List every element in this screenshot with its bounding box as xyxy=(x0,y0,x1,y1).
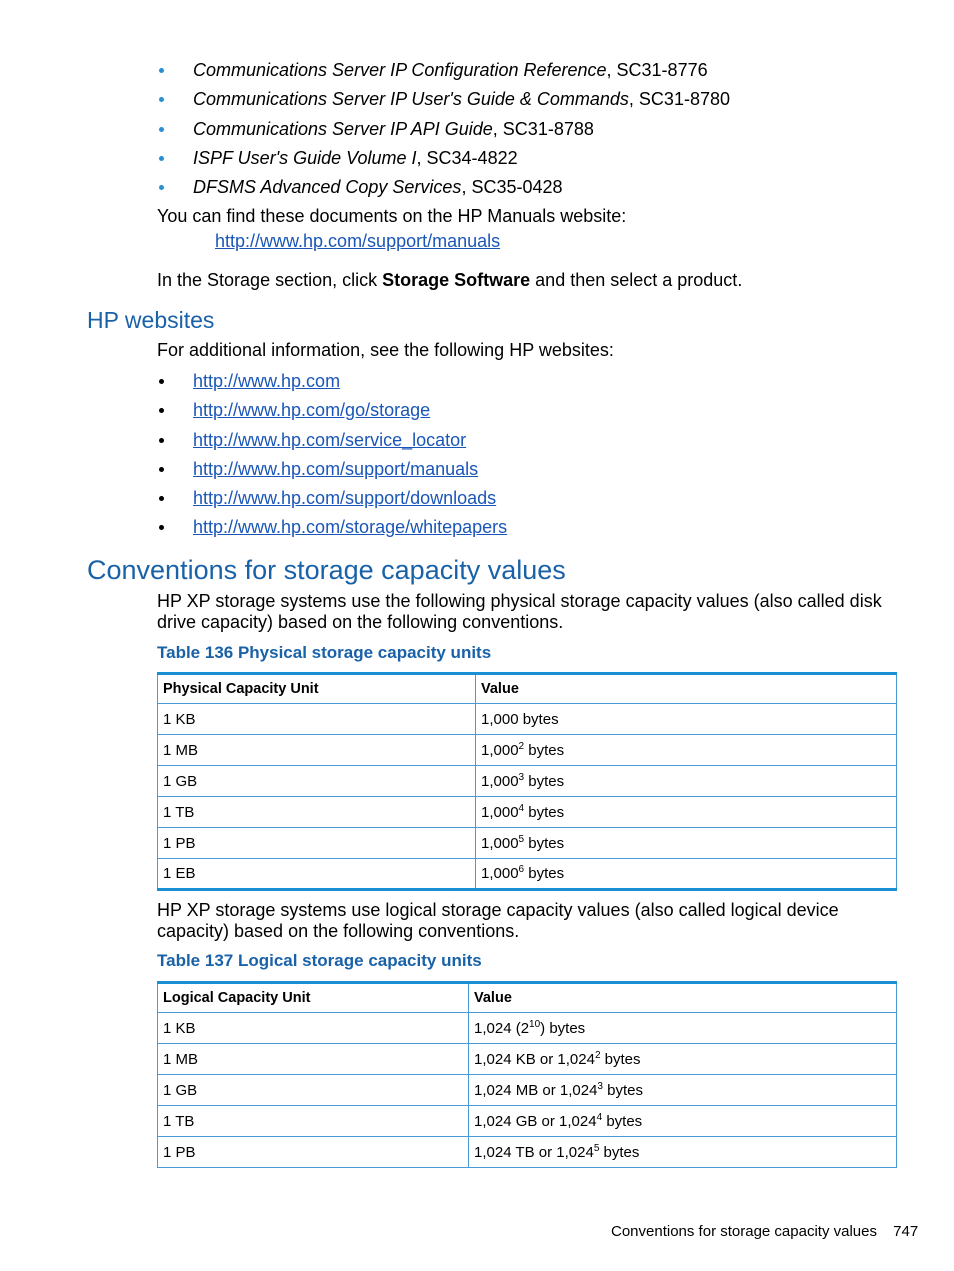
websites-list xyxy=(157,370,507,546)
physical-table-caption: Table 136 Physical storage capacity units xyxy=(157,643,492,662)
value-cell: 1,024 MB or 1,024$^3$ bytes xyxy=(469,1075,897,1106)
table-row xyxy=(158,1013,897,1044)
list-item xyxy=(157,516,507,545)
table-row xyxy=(158,828,897,859)
value-cell: 1,024 $(2^{10})$ bytes xyxy=(469,1013,897,1044)
reference-list xyxy=(157,59,730,205)
page-footer xyxy=(611,1223,918,1241)
storage-note: In the Storage section, click Storage Software and then select a product. xyxy=(157,270,743,290)
unit-cell: 1 GB xyxy=(158,1075,469,1106)
table-row xyxy=(158,797,897,828)
list-item: Communications Server IP User's Guide & Commands, SC31-8780 xyxy=(157,88,730,117)
footer-title: Conventions for storage capacity values xyxy=(611,1223,877,1240)
website-link[interactable]: http://www.hp.com/storage/whitepapers xyxy=(193,517,508,538)
list-item: DFSMS Advanced Copy Services, SC35-0428 xyxy=(157,176,730,205)
list-item xyxy=(157,458,507,487)
table-header-row xyxy=(158,983,897,1013)
websites-intro: For additional information, see the following HP websites: xyxy=(157,340,614,360)
table-header-row xyxy=(158,674,897,704)
hp-websites-heading: HP websites xyxy=(87,307,215,333)
page-number: 747 xyxy=(893,1223,919,1240)
website-link[interactable]: http://www.hp.com/service_locator xyxy=(193,429,467,450)
website-link[interactable]: http://www.hp.com xyxy=(193,371,341,391)
unit-cell: 1 EB xyxy=(158,859,476,890)
list-item: Communications Server IP API Guide, SC31-8788 xyxy=(157,118,730,147)
column-header: Physical Capacity Unit xyxy=(158,674,476,704)
website-link[interactable]: http://www.hp.com/go/storage xyxy=(193,400,431,421)
column-header: Logical Capacity Unit xyxy=(158,983,469,1013)
list-item: Communications Server IP Configuration Reference, SC31-8776 xyxy=(157,59,730,88)
unit-cell: 1 MB xyxy=(158,1044,469,1075)
column-header: Value xyxy=(476,674,897,704)
physical-intro: HP XP storage systems use the following physical storage capacity values (also called disk drive capacity) based on the following conventions. xyxy=(157,591,882,632)
manuals-link[interactable]: http://www.hp.com/support/manuals xyxy=(215,231,501,251)
table-row xyxy=(158,766,897,797)
list-item xyxy=(157,370,507,399)
unit-cell: 1 TB xyxy=(158,1106,469,1137)
manuals-intro: You can find these documents on the HP Manuals website: xyxy=(157,206,627,226)
unit-cell: 1 KB xyxy=(158,704,476,735)
table-row xyxy=(158,735,897,766)
value-cell: 1,000$^2$ bytes xyxy=(476,735,897,766)
value-cell: 1,000$^5$ bytes xyxy=(476,828,897,859)
unit-cell: 1 KB xyxy=(158,1013,469,1044)
value-cell: 1,024 GB or 1,024$^4$ bytes xyxy=(469,1106,897,1137)
unit-cell: 1 TB xyxy=(158,797,476,828)
column-header: Value xyxy=(469,983,897,1013)
website-link[interactable]: http://www.hp.com/support/manuals xyxy=(193,458,479,479)
unit-cell: 1 GB xyxy=(158,766,476,797)
table-row xyxy=(158,1137,897,1168)
table-row xyxy=(158,1044,897,1075)
value-cell: 1,000 bytes xyxy=(476,704,897,735)
logical-capacity-table xyxy=(157,981,897,1168)
value-cell: 1,000$^6$ bytes xyxy=(476,859,897,890)
list-item xyxy=(157,429,507,458)
conventions-heading: Conventions for storage capacity values xyxy=(87,555,566,585)
table-row xyxy=(158,859,897,890)
table-row xyxy=(158,1106,897,1137)
unit-cell: 1 PB xyxy=(158,828,476,859)
list-item xyxy=(157,487,507,516)
unit-cell: 1 MB xyxy=(158,735,476,766)
list-item xyxy=(157,399,507,428)
value-cell: 1,000$^4$ bytes xyxy=(476,797,897,828)
physical-capacity-table xyxy=(157,672,897,891)
value-cell: 1,024 TB or 1,024$^5$ bytes xyxy=(469,1137,897,1168)
value-cell: 1,000$^3$ bytes xyxy=(476,766,897,797)
website-link[interactable]: http://www.hp.com/support/downloads xyxy=(193,488,497,509)
logical-table-caption: Table 137 Logical storage capacity units xyxy=(157,951,482,970)
unit-cell: 1 PB xyxy=(158,1137,469,1168)
table-row xyxy=(158,704,897,735)
table-row xyxy=(158,1075,897,1106)
value-cell: 1,024 KB or 1,024$^2$ bytes xyxy=(469,1044,897,1075)
list-item: ISPF User's Guide Volume I, SC34-4822 xyxy=(157,147,730,176)
logical-intro: HP XP storage systems use logical storage capacity values (also called logical device capacity) based on the following conventions. xyxy=(157,900,839,941)
